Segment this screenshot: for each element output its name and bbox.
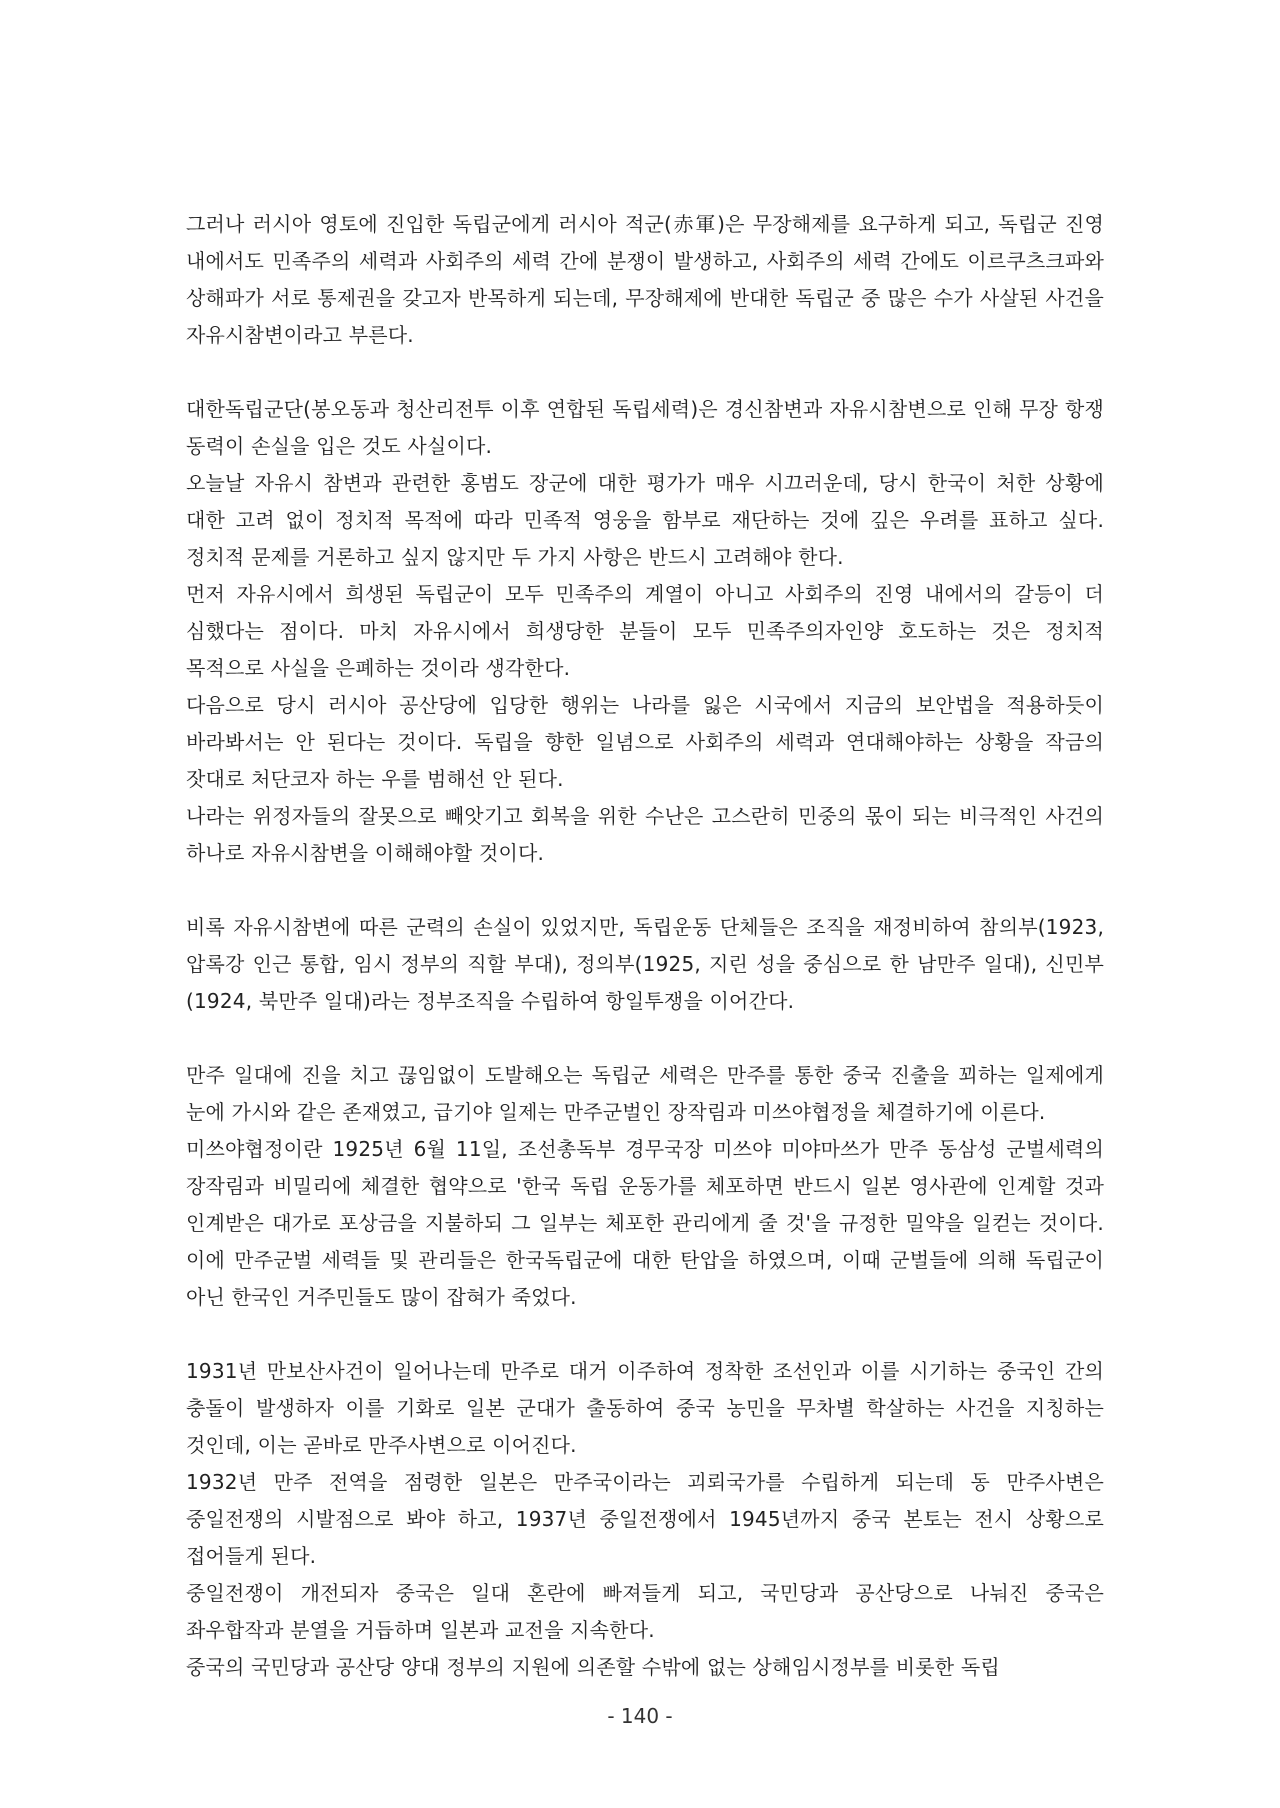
paragraph: 비록 자유시참변에 따른 군력의 손실이 있었지만, 독립운동 단체들은 조직을 재정비하여 참의부(1923, 압록강 인근 통합, 임시 정부의 직할 부대), 정의부(1925, 지린 성을 중심으로 한 남만주 일대), 신민부(1924, 북만주 일대)라는 정부조직을 수립하여 항일투쟁을 이어간다.	[186, 915, 1104, 1013]
paragraph: 다음으로 당시 러시아 공산당에 입당한 행위는 나라를 잃은 시국에서 지금의 보안법을 적용하듯이 바라봐서는 안 된다는 것이다. 독립을 향한 일념으로 사회주의 세력과 연대해야하는 상황을 작금의 잣대로 처단코자 하는 우를 범해선 안 된다.	[186, 693, 1104, 791]
paragraph: 나라는 위정자들의 잘못으로 빼앗기고 회복을 위한 수난은 고스란히 민중의 몫이 되는 비극적인 사건의 하나로 자유시참변을 이해해야할 것이다.	[186, 804, 1104, 865]
paragraph-gap	[186, 1316, 1104, 1353]
page-number: - 140 -	[607, 1704, 673, 1728]
paragraph: 그러나 러시아 영토에 진입한 독립군에게 러시아 적군(赤軍)은 무장해제를 요구하게 되고, 독립군 진영 내에서도 민족주의 세력과 사회주의 세력 간에 분쟁이 발생하고, 사회주의 세력 간에도 이르쿠츠크파와 상해파가 서로 통제권을 갖고자 반목하게 되는데, 무장해제에 반대한 독립군 중 많은 수가 사살된 사건을 자유시참변이라고 부른다.	[186, 212, 1104, 347]
paragraph: 먼저 자유시에서 희생된 독립군이 모두 민족주의 계열이 아니고 사회주의 진영 내에서의 갈등이 더 심했다는 점이다. 마치 자유시에서 희생당한 분들이 모두 민족주의자인양 호도하는 것은 정치적 목적으로 사실을 은폐하는 것이라 생각한다.	[186, 582, 1104, 680]
paragraph-gap	[186, 354, 1104, 391]
paragraph: 대한독립군단(봉오동과 청산리전투 이후 연합된 독립세력)은 경신참변과 자유시참변으로 인해 무장 항쟁 동력이 손실을 입은 것도 사실이다.	[186, 397, 1104, 458]
body-text	[186, 206, 1104, 1686]
paragraph: 중국의 국민당과 공산당 양대 정부의 지원에 의존할 수밖에 없는 상해임시정부를 비롯한 독립	[186, 1655, 1000, 1679]
paragraph: 오늘날 자유시 참변과 관련한 홍범도 장군에 대한 평가가 매우 시끄러운데, 당시 한국이 처한 상황에 대한 고려 없이 정치적 목적에 따라 민족적 영웅을 함부로 재단하는 것에 깊은 우려를 표하고 싶다. 정치적 문제를 거론하고 싶지 않지만 두 가지 사항은 반드시 고려해야 한다.	[186, 471, 1104, 569]
paragraph-gap	[186, 1020, 1104, 1057]
paragraph: 중일전쟁이 개전되자 중국은 일대 혼란에 빠져들게 되고, 국민당과 공산당으로 나눠진 중국은 좌우합작과 분열을 거듭하며 일본과 교전을 지속한다.	[186, 1581, 1104, 1642]
paragraph: 1932년 만주 전역을 점령한 일본은 만주국이라는 괴뢰국가를 수립하게 되는데 동 만주사변은 중일전쟁의 시발점으로 봐야 하고, 1937년 중일전쟁에서 1945년까지 중국 본토는 전시 상황으로 접어들게 된다.	[186, 1470, 1104, 1568]
paragraph: 만주 일대에 진을 치고 끊임없이 도발해오는 독립군 세력은 만주를 통한 중국 진출을 꾀하는 일제에게 눈에 가시와 같은 존재였고, 급기야 일제는 만주군벌인 장작림과 미쓰야협정을 체결하기에 이른다.	[186, 1063, 1104, 1124]
paragraph: 1931년 만보산사건이 일어나는데 만주로 대거 이주하여 정착한 조선인과 이를 시기하는 중국인 간의 충돌이 발생하자 이를 기화로 일본 군대가 출동하여 중국 농민을 무차별 학살하는 사건을 지칭하는 것인데, 이는 곧바로 만주사변으로 이어진다.	[186, 1359, 1104, 1457]
paragraph-gap	[186, 872, 1104, 909]
paragraph: 미쓰야협정이란 1925년 6월 11일, 조선총독부 경무국장 미쓰야 미야마쓰가 만주 동삼성 군벌세력의 장작림과 비밀리에 체결한 협약으로 '한국 독립 운동가를 체포하면 반드시 일본 영사관에 인계할 것과 인계받은 대가로 포상금을 지불하되 그 일부는 체포한 관리에게 줄 것'을 규정한 밀약을 일컫는 것이다. 이에 만주군벌 세력들 및 관리들은 한국독립군에 대한 탄압을 하였으며, 이때 군벌들에 의해 독립군이 아닌 한국인 거주민들도 많이 잡혀가 죽었다.	[186, 1137, 1104, 1309]
